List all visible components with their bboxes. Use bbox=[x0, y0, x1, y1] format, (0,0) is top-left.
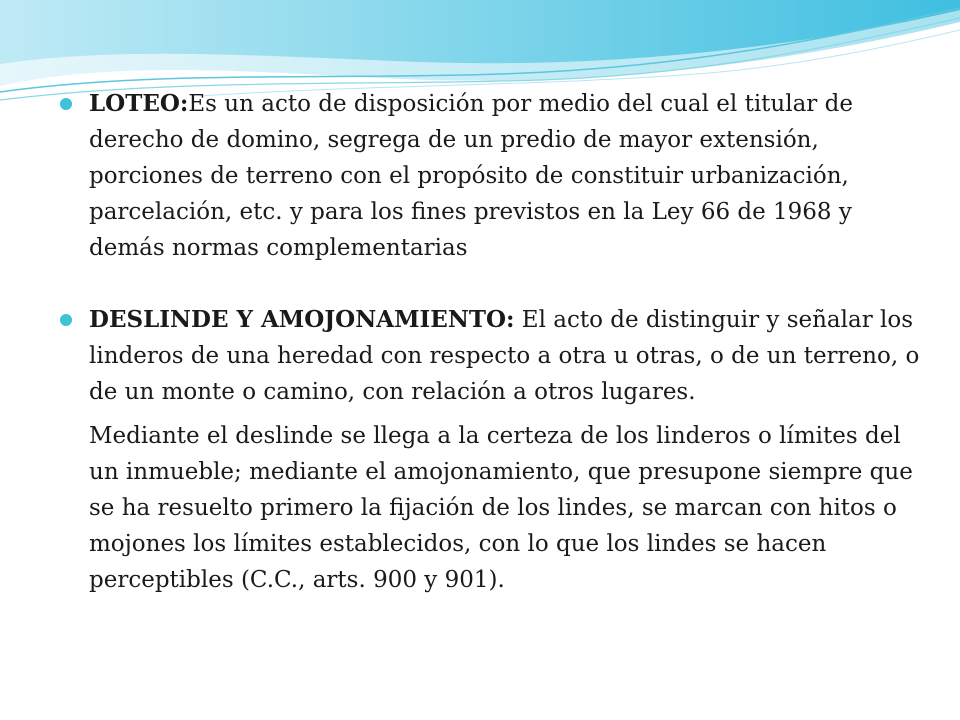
bullet-dot-icon bbox=[60, 98, 72, 110]
bullet-term: DESLINDE Y AMOJONAMIENTO: bbox=[89, 306, 515, 333]
bullet-dot-icon bbox=[60, 314, 72, 326]
bullet-text: Es un acto de disposición por medio del cual el titular de derecho de domino, segrega de un predio de mayor extensión, porciones de terreno con el propósito de constituir urbanización, parcelación, etc. y para los fines previstos en la Ley 66 de 1968 y demás normas complementarias bbox=[89, 91, 853, 261]
continuation-paragraph: Mediante el deslinde se llega a la certeza de los linderos o límites del un inmueble; mediante el amojonamiento, que presupone siempre que se ha resuelto primero la fijación de los lindes, se marcan con hitos o mojones los límites establecidos, con lo que los lindes se hacen perceptibles (C.C., arts. 900 y 901). bbox=[89, 423, 913, 593]
bullet-deslinde bbox=[60, 302, 920, 410]
bullet-text: El acto de distinguir y señalar los linderos de una heredad con respecto a otra u otras, o de un terreno, o de un monte o camino, con relación a otros lugares. bbox=[89, 307, 920, 405]
bullet-term: LOTEO: bbox=[89, 90, 189, 117]
slide-content bbox=[60, 86, 920, 598]
bullet-loteo bbox=[60, 86, 920, 266]
